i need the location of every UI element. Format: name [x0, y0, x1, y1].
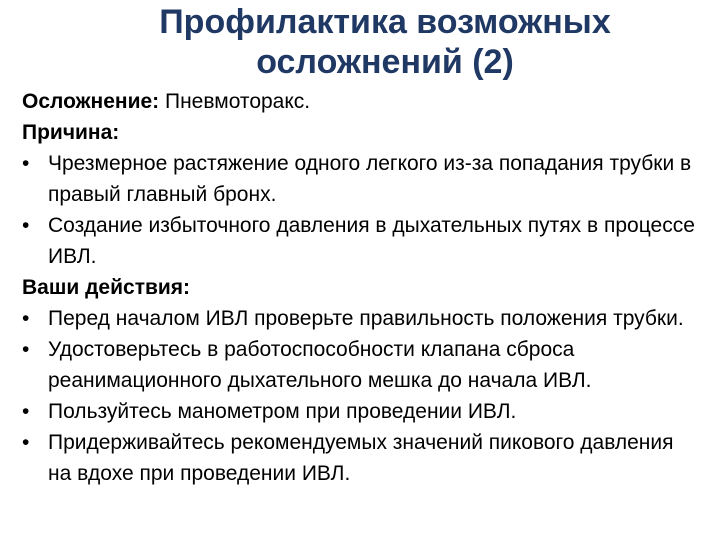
action-item — [22, 396, 702, 427]
action-item — [22, 303, 702, 334]
bullet-icon: • — [22, 214, 30, 237]
bullet-icon: • — [22, 431, 30, 454]
title-line-2: осложнений (2) — [256, 43, 514, 81]
bullet-icon: • — [22, 338, 30, 361]
cause-label: Причина: — [22, 121, 120, 144]
complication-line — [22, 86, 702, 117]
action-item-text: Придерживайтесь рекомендуемых значений пикового давления на вдохе при проведении ИВЛ. — [48, 431, 674, 485]
actions-label: Ваши действия: — [22, 276, 191, 299]
bullet-icon: • — [22, 307, 30, 330]
action-item-text: Удостоверьтесь в работоспособности клапана сброса реанимационного дыхательного мешка до начала ИВЛ. — [48, 338, 592, 392]
action-item — [22, 427, 702, 489]
bullet-icon: • — [22, 152, 30, 175]
slide-title — [90, 2, 680, 82]
slide-body — [22, 86, 702, 489]
action-item-text: Перед началом ИВЛ проверьте правильность положения трубки. — [48, 307, 684, 330]
cause-item — [22, 148, 702, 210]
complication-label: Осложнение: — [22, 90, 160, 113]
action-item-text: Пользуйтесь манометром при проведении ИВЛ. — [48, 400, 517, 423]
cause-item — [22, 210, 702, 272]
cause-item-text: Чрезмерное растяжение одного легкого из-за попадания трубки в правый главный бронх. — [48, 152, 692, 206]
complication-value: Пневмоторакс. — [159, 90, 311, 113]
bullet-icon: • — [22, 400, 30, 423]
title-line-1: Профилактика возможных — [159, 3, 611, 41]
action-item — [22, 334, 702, 396]
cause-item-text: Создание избыточного давления в дыхательных путях в процессе ИВЛ. — [48, 214, 695, 268]
